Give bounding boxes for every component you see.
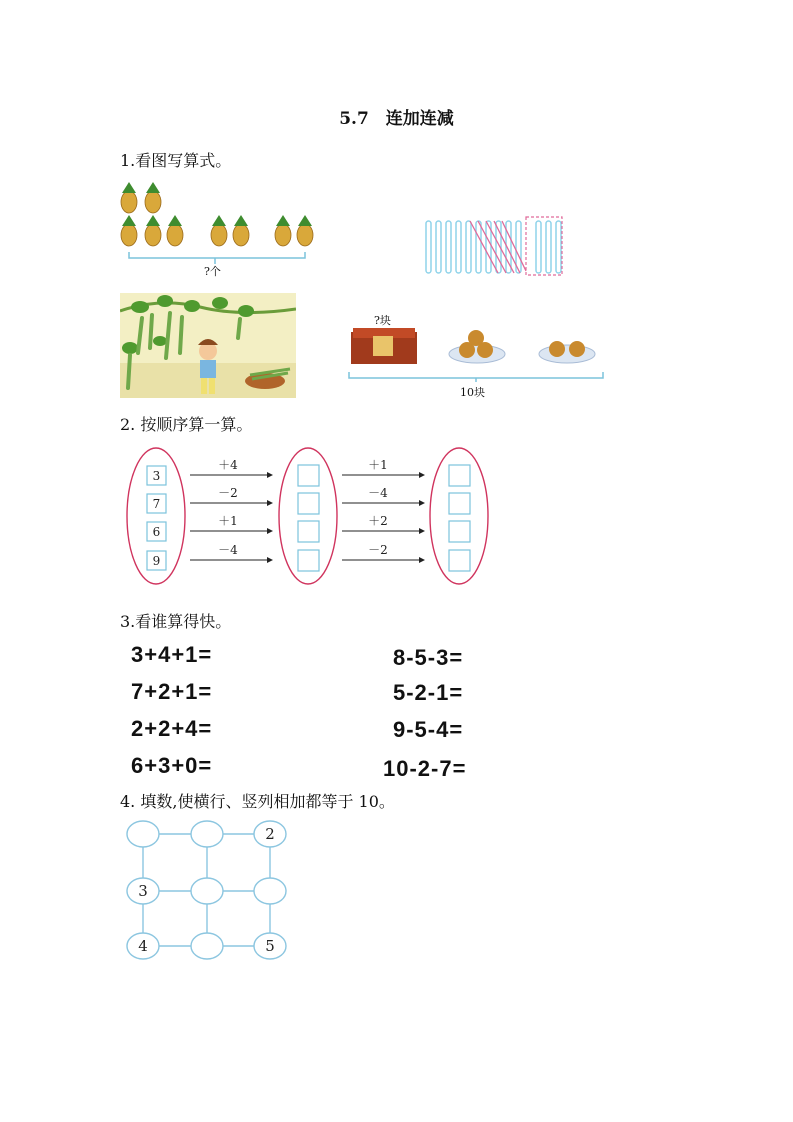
blank-node[interactable] (191, 821, 223, 847)
equation-left-3: 2+2+4= (131, 716, 213, 741)
operation-label: －2 (218, 486, 238, 500)
q4-heading: 4. 填数,使横行、竖列相加都等于 10。 (120, 792, 395, 811)
cucumber-garden-illustration (120, 293, 296, 398)
answer-box[interactable] (298, 521, 319, 542)
stick-icon (556, 221, 561, 273)
operation-label: －2 (368, 543, 388, 557)
pineapple-icon (211, 215, 227, 246)
grid-number: 2 (265, 825, 275, 843)
operation-label: ＋2 (368, 514, 388, 528)
blank-node[interactable] (127, 821, 159, 847)
operation-label: ＋1 (368, 458, 388, 472)
answer-box[interactable] (298, 493, 319, 514)
q2-heading: 2. 按顺序算一算。 (120, 415, 253, 434)
equation-right-2: 5-2-1= (393, 680, 464, 705)
blank-node[interactable] (191, 878, 223, 904)
blank-node[interactable] (191, 933, 223, 959)
sequence-diagram (120, 444, 500, 588)
stick-icon (456, 221, 461, 273)
answer-box[interactable] (449, 465, 470, 486)
stick-icon (446, 221, 451, 273)
pineapple-icon (297, 215, 313, 246)
answer-box[interactable] (298, 465, 319, 486)
answer-box[interactable] (449, 521, 470, 542)
pineapple-icon (275, 215, 291, 246)
pineapple-total-label: ?个 (204, 265, 221, 278)
stick-icon (466, 221, 471, 273)
pineapple-icon (145, 215, 161, 246)
stick-icon (546, 221, 551, 273)
stick-icon (536, 221, 541, 273)
answer-box[interactable] (449, 493, 470, 514)
q1-heading: 1.看图写算式。 (120, 151, 232, 170)
pineapple-icon (121, 182, 137, 213)
pineapple-icon (121, 215, 137, 246)
mooncake-illustration (345, 322, 610, 384)
pineapple-icon (233, 215, 249, 246)
equation-left-1: 3+4+1= (131, 642, 213, 667)
pineapple-icon (145, 182, 161, 213)
equation-right-4: 10-2-7= (383, 756, 467, 781)
stick-icon (426, 221, 431, 273)
grid-number: 4 (138, 937, 148, 955)
sticks-illustration (420, 215, 570, 277)
operation-label: ＋1 (218, 514, 238, 528)
answer-box[interactable] (298, 550, 319, 571)
stick-icon (436, 221, 441, 273)
equation-left-2: 7+2+1= (131, 679, 213, 704)
number-grid (120, 815, 300, 965)
equation-right-1: 8-5-3= (393, 645, 464, 670)
start-number: 7 (152, 497, 161, 511)
start-number: 6 (152, 525, 161, 539)
operation-label: －4 (368, 486, 388, 500)
stick-icon (476, 221, 481, 273)
mooncake-total-label: 10块 (460, 386, 485, 399)
mooncake-unknown-label: ?块 (374, 314, 391, 327)
grid-number: 5 (265, 937, 275, 955)
operation-label: －4 (218, 543, 238, 557)
equation-left-4: 6+3+0= (131, 753, 213, 778)
q3-heading: 3.看谁算得快。 (120, 612, 232, 631)
start-number: 9 (152, 554, 161, 568)
equation-right-3: 9-5-4= (393, 717, 464, 742)
grid-number: 3 (138, 882, 148, 900)
answer-box[interactable] (449, 550, 470, 571)
start-number: 3 (152, 469, 161, 483)
operation-label: ＋4 (218, 458, 238, 472)
blank-node[interactable] (254, 878, 286, 904)
pineapple-icon (167, 215, 183, 246)
page-title: 5.7 连加连减 (339, 109, 454, 129)
